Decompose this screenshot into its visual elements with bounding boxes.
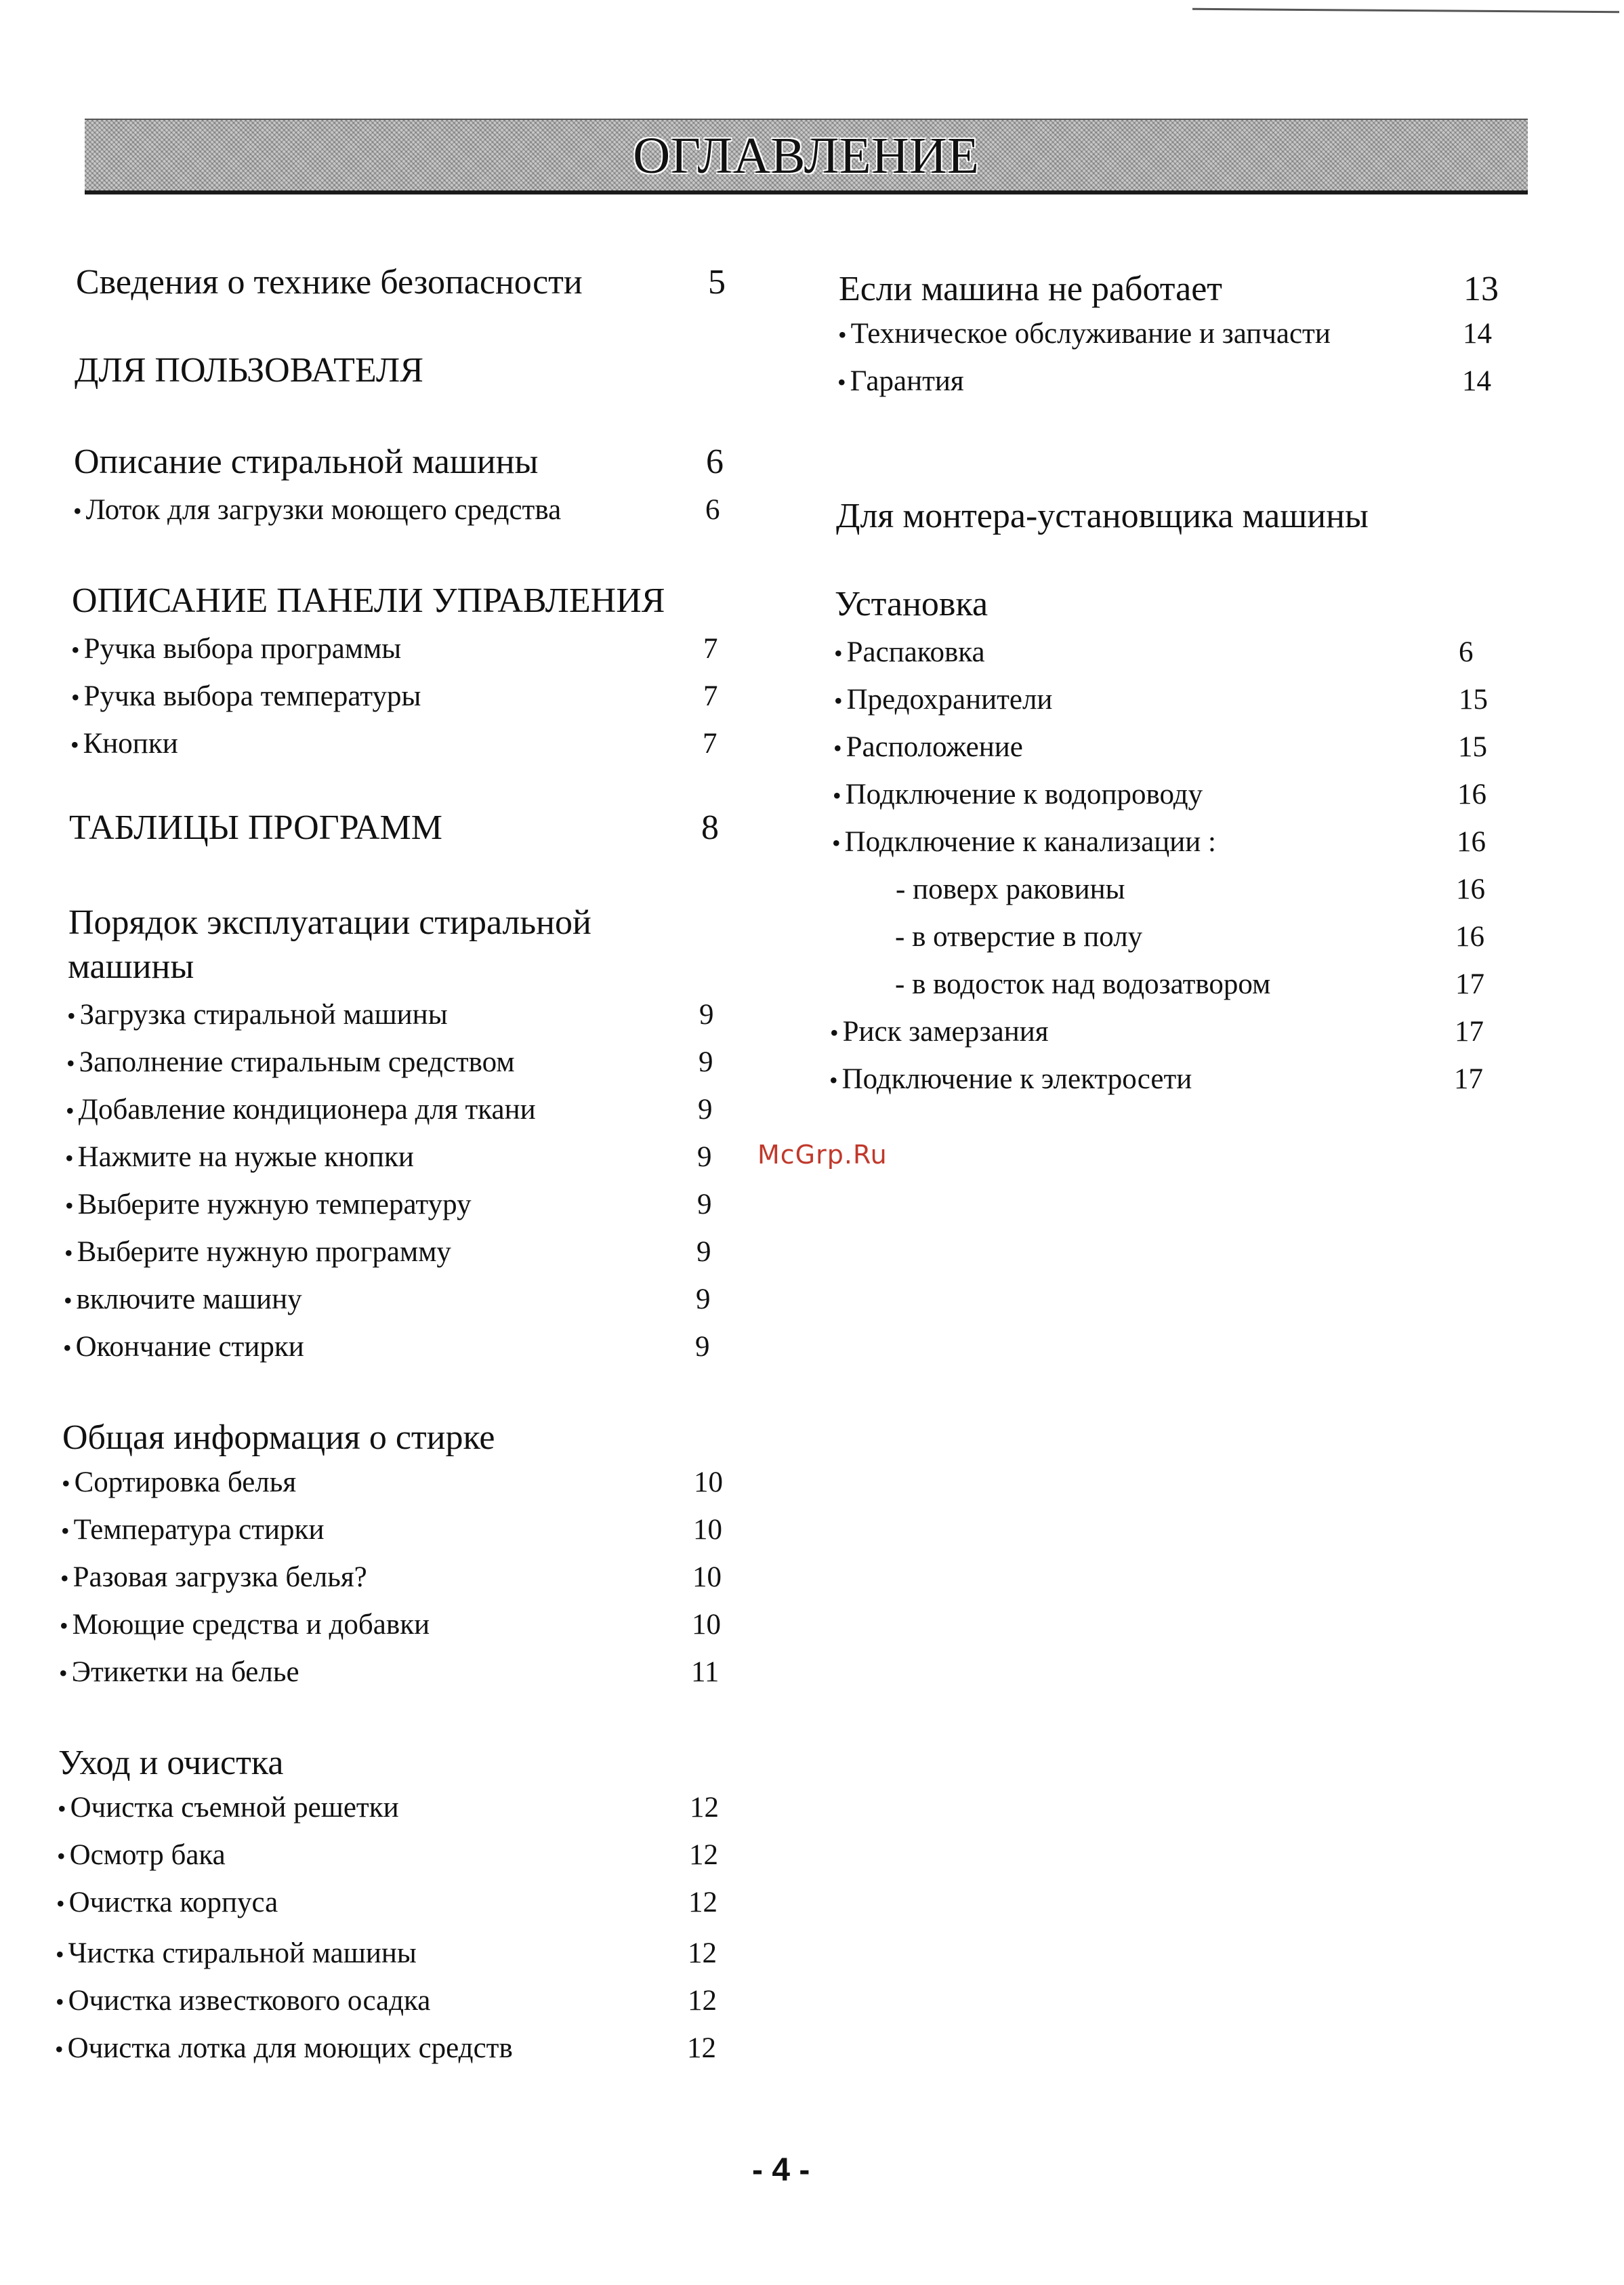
toc-entry-label: • Выберите нужную программу bbox=[64, 1236, 451, 1268]
toc-entry-label: - в водосток над водозатвором bbox=[895, 968, 1271, 1000]
toc-entry-label: • Выберите нужную температуру bbox=[65, 1189, 472, 1220]
toc-entry bbox=[833, 776, 1486, 815]
toc-entry bbox=[69, 806, 719, 850]
toc-entry bbox=[830, 1013, 1484, 1052]
toc-entry bbox=[61, 1511, 722, 1550]
toc-entry-page: 16 bbox=[1456, 873, 1485, 905]
toc-entry-page: 17 bbox=[1455, 968, 1484, 1000]
toc-entry-label: • Очистка лотка для моющих средств bbox=[55, 2032, 513, 2064]
toc-entry-label: ТАБЛИЦЫ ПРОГРАММ bbox=[69, 808, 443, 847]
scan-artifact-line bbox=[1192, 8, 1619, 13]
toc-entry-page: 6 bbox=[705, 494, 720, 526]
toc-entry bbox=[832, 823, 1486, 862]
toc-entry-page: 15 bbox=[1458, 731, 1487, 763]
toc-entry bbox=[55, 2030, 716, 2068]
toc-entry-label: Уход и очистка bbox=[58, 1744, 284, 1782]
toc-entry-label: ДЛЯ ПОЛЬЗОВАТЕЛЯ bbox=[75, 351, 423, 390]
toc-entry bbox=[75, 349, 423, 392]
toc-entry-label: Сведения о технике безопасности bbox=[76, 263, 583, 302]
toc-entry-label: • Предохранители bbox=[834, 684, 1052, 716]
toc-entry bbox=[62, 1464, 723, 1502]
toc-entry bbox=[895, 918, 1484, 956]
toc-entry-page: 9 bbox=[699, 999, 714, 1031]
toc-entry-label: • Чистка стиральной машины bbox=[56, 1937, 417, 1969]
toc-entry-page: 16 bbox=[1457, 826, 1486, 858]
toc-entry-page: 12 bbox=[690, 1792, 719, 1824]
toc-entry-page: 17 bbox=[1455, 1016, 1484, 1048]
toc-entry-label: • Расположение bbox=[833, 731, 1023, 763]
toc-entry bbox=[839, 268, 1499, 311]
toc-entry-label: Описание стиральной машины bbox=[74, 442, 539, 481]
toc-entry-page: 9 bbox=[697, 1189, 712, 1220]
toc-entry bbox=[829, 1061, 1483, 1099]
toc-entry bbox=[72, 579, 665, 623]
toc-entry bbox=[835, 583, 988, 626]
toc-entry bbox=[834, 681, 1488, 720]
toc-entry-page: 12 bbox=[688, 1887, 717, 1918]
toc-entry-label: • Подключение к электросети bbox=[829, 1063, 1192, 1095]
toc-entry-label: • Очистка съемной решетки bbox=[58, 1792, 399, 1824]
toc-entry bbox=[71, 630, 718, 669]
toc-entry-label: • Разовая загрузка белья? bbox=[60, 1561, 367, 1593]
toc-entry-page: 11 bbox=[691, 1656, 720, 1688]
toc-entry bbox=[833, 728, 1487, 767]
toc-entry-label: • Загрузка стиральной машины bbox=[67, 999, 448, 1031]
toc-entry-label: • Очистка известкового осадка bbox=[56, 1985, 430, 2017]
toc-entry-label: • Распаковка bbox=[834, 636, 985, 668]
toc-entry-page: 10 bbox=[692, 1561, 722, 1593]
toc-entry-label: ОПИСАНИЕ ПАНЕЛИ УПРАВЛЕНИЯ bbox=[72, 581, 665, 620]
toc-entry bbox=[56, 1884, 717, 1922]
toc-entry-label: • Очистка корпуса bbox=[56, 1887, 278, 1918]
toc-entry-label: - в отверстие в полу bbox=[895, 921, 1143, 953]
toc-entry bbox=[896, 871, 1485, 909]
toc-entry bbox=[68, 901, 591, 945]
toc-entry-label: • Этикетки на белье bbox=[59, 1656, 299, 1688]
title-banner bbox=[85, 119, 1528, 194]
page-title: ОГЛАВЛЕНИЕ bbox=[633, 127, 980, 184]
toc-entry-label: • Моющие средства и добавки bbox=[60, 1609, 430, 1641]
toc-entry-label: • Лоток для загрузки моющего средства bbox=[73, 494, 561, 526]
toc-entry-page: 8 bbox=[701, 808, 719, 847]
toc-entry-page: 7 bbox=[703, 633, 718, 665]
toc-entry bbox=[68, 945, 194, 989]
toc-entry bbox=[66, 1044, 713, 1082]
toc-entry-page: 12 bbox=[688, 1985, 717, 2017]
toc-entry-page: 15 bbox=[1459, 684, 1488, 716]
toc-entry bbox=[838, 315, 1492, 354]
toc-entry-page: 10 bbox=[693, 1514, 722, 1546]
toc-entry-page: 6 bbox=[1459, 636, 1474, 668]
toc-entry bbox=[62, 1416, 495, 1460]
toc-entry-label: • Техническое обслуживание и запчасти bbox=[838, 318, 1331, 350]
toc-entry-label: • Гарантия bbox=[837, 365, 964, 397]
toc-entry bbox=[837, 363, 1491, 401]
toc-entry bbox=[895, 966, 1484, 1004]
toc-entry-page: 9 bbox=[695, 1331, 710, 1363]
toc-entry-label: • Ручка выбора температуры bbox=[71, 680, 421, 712]
toc-entry bbox=[66, 1091, 713, 1130]
toc-entry-page: 12 bbox=[687, 2032, 716, 2064]
toc-entry bbox=[60, 1606, 721, 1645]
toc-entry bbox=[57, 1836, 718, 1875]
toc-entry-label: Установка bbox=[835, 585, 988, 623]
toc-entry bbox=[58, 1789, 719, 1828]
toc-entry-label: • включите машину bbox=[64, 1283, 302, 1315]
toc-entry bbox=[65, 1186, 712, 1224]
page-number: - 4 - bbox=[752, 2152, 810, 2188]
toc-entry bbox=[73, 491, 720, 530]
toc-entry-page: 14 bbox=[1462, 365, 1491, 397]
watermark: McGrp.Ru bbox=[757, 1140, 888, 1170]
toc-entry-page: 10 bbox=[692, 1609, 721, 1641]
toc-entry-label: • Ручка выбора программы bbox=[71, 633, 401, 665]
toc-entry-label: • Нажмите на нужые кнопки bbox=[65, 1141, 414, 1173]
toc-entry bbox=[63, 1328, 710, 1367]
toc-entry bbox=[64, 1281, 711, 1319]
toc-entry-page: 9 bbox=[696, 1236, 711, 1268]
toc-entry-label: • Добавление кондиционера для ткани bbox=[66, 1094, 536, 1126]
toc-entry-page: 7 bbox=[703, 728, 717, 760]
toc-entry bbox=[70, 725, 717, 764]
toc-entry-label: • Заполнение стиральным средством bbox=[66, 1046, 515, 1078]
toc-entry bbox=[64, 1233, 711, 1272]
toc-entry-label: • Подключение к водопроводу bbox=[833, 779, 1203, 810]
toc-entry-page: 9 bbox=[696, 1283, 711, 1315]
toc-entry-page: 13 bbox=[1463, 270, 1499, 308]
toc-entry-page: 9 bbox=[697, 1141, 712, 1173]
toc-entry-page: 9 bbox=[699, 1046, 713, 1078]
toc-entry-label: • Риск замерзания bbox=[830, 1016, 1049, 1048]
toc-entry-page: 16 bbox=[1455, 921, 1484, 953]
toc-entry-label: Если машина не работает bbox=[839, 270, 1223, 308]
toc-entry-label: - поверх раковины bbox=[896, 873, 1125, 905]
toc-entry-page: 12 bbox=[688, 1937, 717, 1969]
toc-entry bbox=[71, 678, 718, 716]
toc-entry-label: • Температура стирки bbox=[61, 1514, 324, 1546]
toc-entry-label: • Подключение к канализации : bbox=[832, 826, 1216, 858]
toc-entry bbox=[59, 1653, 720, 1692]
toc-entry-page: 7 bbox=[703, 680, 718, 712]
toc-entry-label: • Кнопки bbox=[70, 728, 178, 760]
toc-entry-label: Для монтера-установщика машины bbox=[836, 497, 1369, 535]
toc-entry bbox=[67, 996, 714, 1035]
toc-entry-page: 14 bbox=[1463, 318, 1492, 350]
toc-entry-label: • Сортировка белья bbox=[62, 1466, 296, 1498]
toc-entry bbox=[58, 1742, 283, 1785]
toc-entry-page: 17 bbox=[1454, 1063, 1483, 1095]
toc-entry-label: • Осмотр бака bbox=[57, 1839, 226, 1871]
toc-entry-page: 6 bbox=[706, 442, 724, 481]
toc-entry bbox=[836, 495, 1369, 538]
toc-entry-label: Порядок эксплуатации стиральной bbox=[68, 903, 591, 942]
toc-entry bbox=[56, 1982, 717, 2021]
toc-entry bbox=[76, 261, 726, 304]
toc-entry-page: 5 bbox=[708, 263, 726, 302]
toc-entry-label: • Окончание стирки bbox=[63, 1331, 304, 1363]
toc-entry bbox=[74, 440, 724, 484]
toc-entry-label: Общая информация о стирке bbox=[62, 1418, 495, 1457]
toc-entry bbox=[65, 1138, 712, 1177]
toc-entry-page: 12 bbox=[689, 1839, 718, 1871]
toc-entry-page: 9 bbox=[698, 1094, 713, 1126]
toc-entry-label: машины bbox=[68, 947, 194, 986]
toc-entry bbox=[834, 634, 1474, 672]
toc-entry bbox=[60, 1559, 722, 1597]
toc-entry bbox=[56, 1935, 717, 1973]
toc-entry-page: 10 bbox=[694, 1466, 723, 1498]
toc-entry-page: 16 bbox=[1457, 779, 1486, 810]
